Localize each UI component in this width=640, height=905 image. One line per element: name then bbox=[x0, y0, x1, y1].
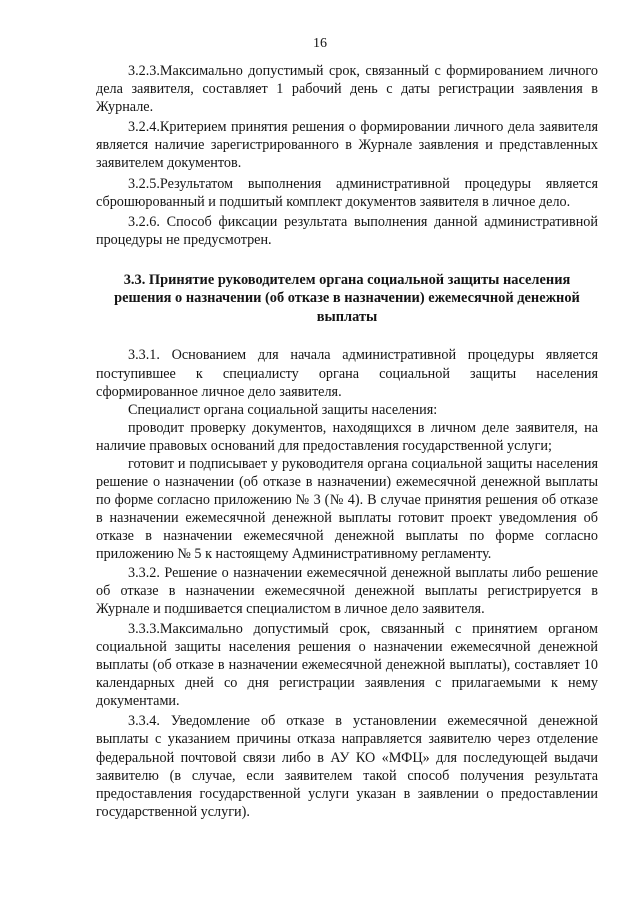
paragraph-3-2-3: 3.2.3.Максимально допустимый срок, связанный с формированием личного дела заявителя, составляет 1 рабочий день с даты регистрации заявления в Журнале. bbox=[96, 63, 598, 116]
paragraph-3-3-3: 3.3.3.Максимально допустимый срок, связанный с принятием органом социальной защиты населения решения о назначении ежемесячной денежной выплаты (об отказе в назначении ежемесячной денежной выплаты), составляет 10 календарных дней со дня регистрации заявления с прилагаемыми к нему документами. bbox=[96, 620, 598, 710]
section-heading-3-3: 3.3. Принятие руководителем органа социальной защиты населения решения о назначении (об отказе в назначении) ежемесячной денежной выплаты bbox=[114, 271, 580, 325]
paragraph-3-3-2: 3.3.2. Решение о назначении ежемесячной денежной выплаты либо решение об отказе в назначении ежемесячной денежной выплаты регистрируется в Журнале и подшивается специалистом в личное дело заявителя. bbox=[96, 564, 598, 617]
paragraph-3-2-5: 3.2.5.Результатом выполнения административной процедуры является сброшюрованный и подшитый комплект документов заявителя в личное дело. bbox=[96, 175, 598, 210]
paragraph-3-2-6: 3.2.6. Способ фиксации результата выполнения данной административной процедуры не предусмотрен. bbox=[96, 213, 598, 248]
paragraph-specialist-intro: Специалист органа социальной защиты населения: bbox=[128, 401, 438, 418]
paragraph-3-2-4: 3.2.4.Критерием принятия решения о формировании личного дела заявителя является наличие зарегистрированного в Журнале заявления и представленных заявителем документов. bbox=[96, 119, 598, 172]
paragraph-3-3-1: 3.3.1. Основанием для начала административной процедуры является поступившее к специалисту органа социальной защиты населения сформированное личное дело заявителя. bbox=[96, 347, 598, 400]
paragraph-3-3-4: 3.3.4. Уведомление об отказе в установлении ежемесячной денежной выплаты с указанием причины отказа направляется заявителю через отделение федеральной почтовой связи либо в АУ КО «МФЦ» для последующей выдачи заявителю (в случае, если заявителем такой способ получения результата предоставления государственной услуги указан в заявлении о предоставлении государственной услуги). bbox=[96, 713, 598, 820]
paragraph-checks-documents: проводит проверку документов, находящихся в личном деле заявителя, на наличие правовых оснований для предоставления государственной услуги; bbox=[96, 419, 598, 454]
page-number: 16 bbox=[313, 36, 327, 51]
document-body bbox=[96, 62, 598, 821]
paragraph-prepares-decision: готовит и подписывает у руководителя органа социальной защиты населения решение о назначении (об отказе в назначении) ежемесячной денежной выплаты по форме согласно приложению № 3 (№ 4). В случае принятия решения об отказе в назначении ежемесячной денежной выплаты готовит проект уведомления об отказе в назначении ежемесячной денежной выплаты по форме согласно приложению № 5 к настоящему Административному регламенту. bbox=[96, 456, 598, 563]
